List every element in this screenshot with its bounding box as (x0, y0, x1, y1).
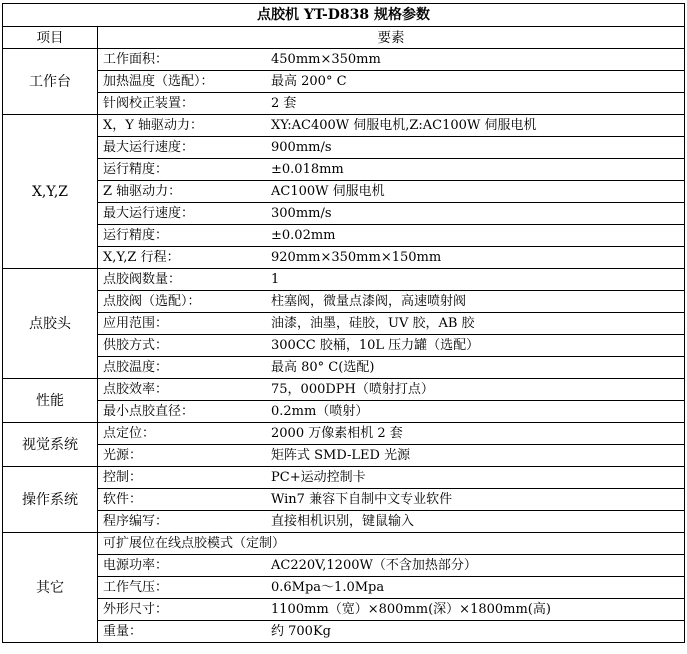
spec-value: 300CC 胶桶，10L 压力罐（选配） (271, 337, 480, 353)
table-row (3, 467, 685, 489)
spec-label: 应用范围： (103, 315, 169, 331)
spec-value: 450mm×350mm (271, 51, 381, 67)
spec-label: 控制： (103, 469, 143, 485)
table-row (3, 335, 685, 357)
spec-cell (98, 401, 685, 423)
spec-cell (98, 49, 685, 71)
header-elements: 要素 (98, 27, 685, 49)
spec-cell (98, 203, 685, 225)
spec-value: 0.6Mpa～1.0Mpa (271, 579, 385, 595)
spec-value: ±0.018mm (271, 161, 344, 177)
spec-label: 最大运行速度： (103, 205, 195, 221)
spec-value: AC100W 伺服电机 (271, 183, 385, 199)
spec-label: 针阀校正装置： (103, 95, 195, 111)
spec-label: X,Y,Z 行程： (103, 249, 180, 265)
table-row (3, 445, 685, 467)
spec-value: 0.2mm（喷射） (271, 403, 369, 419)
spec-cell (98, 181, 685, 203)
spec-cell (98, 247, 685, 269)
table-title: 点胶机 YT-D838 规格参数 (3, 4, 685, 27)
spec-value: 900mm/s (271, 139, 332, 155)
spec-label: 工作面积： (103, 51, 169, 67)
spec-value: 约 700Kg (271, 623, 331, 639)
spec-label: 工作气压： (103, 579, 169, 595)
spec-cell (98, 445, 685, 467)
table-row (3, 291, 685, 313)
spec-cell (98, 467, 685, 489)
category-cell: X,Y,Z (3, 115, 98, 269)
spec-value: 1 (271, 271, 280, 287)
spec-value: 油漆，油墨，硅胶，UV 胶，AB 胶 (271, 315, 475, 331)
spec-value: 柱塞阀，微量点漆阀，高速喷射阀 (271, 293, 467, 309)
spec-value: 2 套 (271, 95, 297, 111)
category-cell: 其它 (3, 533, 98, 643)
table-row (3, 137, 685, 159)
spec-cell (98, 335, 685, 357)
category-cell: 工作台 (3, 49, 98, 115)
spec-label: Z 轴驱动力： (103, 183, 182, 199)
table-row (3, 357, 685, 379)
spec-label: 点胶效率： (103, 381, 169, 397)
spec-value: 1100mm（宽）×800mm(深）×1800mm(高) (271, 601, 551, 617)
table-row (3, 115, 685, 137)
spec-label: 电源功率： (103, 557, 169, 573)
spec-table (2, 3, 685, 643)
spec-cell (98, 313, 685, 335)
spec-value: 920mm×350mm×150mm (271, 249, 442, 265)
table-row (3, 621, 685, 643)
spec-value: 75，000DPH（喷射打点） (271, 381, 434, 397)
spec-cell (98, 225, 685, 247)
spec-value: 2000 万像素相机 2 套 (271, 425, 403, 441)
table-row (3, 247, 685, 269)
table-row (3, 577, 685, 599)
table-row (3, 269, 685, 291)
spec-value: 最高 80° C(选配) (271, 359, 375, 375)
spec-cell (98, 511, 685, 533)
spec-cell (98, 137, 685, 159)
spec-label: 重量： (103, 623, 143, 639)
table-row (3, 533, 685, 555)
category-cell: 操作系统 (3, 467, 98, 533)
spec-label: 外形尺寸： (103, 601, 169, 617)
spec-value: ±0.02mm (271, 227, 336, 243)
spec-value: 最高 200° C (271, 73, 347, 89)
spec-value: AC220V,1200W（不含加热部分） (271, 557, 477, 573)
spec-value: 直接相机识别，键鼠输入 (271, 513, 415, 529)
spec-label: 点胶阀数量： (103, 271, 182, 287)
spec-cell (98, 357, 685, 379)
table-row (3, 555, 685, 577)
spec-cell (98, 71, 685, 93)
spec-value: 300mm/s (271, 205, 332, 221)
spec-value: PC+运动控制卡 (271, 469, 366, 485)
spec-label: 点胶阀（选配）： (103, 293, 201, 309)
spec-cell (98, 489, 685, 511)
spec-value: Win7 兼容下自制中文专业软件 (271, 491, 453, 507)
spec-cell (98, 621, 685, 643)
spec-label: 供胶方式： (103, 337, 169, 353)
spec-label: 运行精度： (103, 227, 169, 243)
table-row (3, 511, 685, 533)
spec-cell (98, 159, 685, 181)
spec-label: 点定位： (103, 425, 156, 441)
table-row (3, 181, 685, 203)
table-row (3, 423, 685, 445)
spec-label: 加热温度（选配）： (103, 73, 214, 89)
spec-label: 最大运行速度： (103, 139, 195, 155)
table-row (3, 93, 685, 115)
table-row (3, 599, 685, 621)
spec-cell (98, 555, 685, 577)
spec-value: 矩阵式 SMD-LED 光源 (271, 447, 411, 463)
table-row (3, 489, 685, 511)
table-row (3, 401, 685, 423)
spec-label: 软件： (103, 491, 143, 507)
spec-cell (98, 291, 685, 313)
table-row (3, 159, 685, 181)
table-row (3, 71, 685, 93)
spec-label: 最小点胶直径： (103, 403, 195, 419)
category-cell: 点胶头 (3, 269, 98, 379)
spec-cell (98, 115, 685, 137)
spec-cell (98, 269, 685, 291)
spec-label: 运行精度： (103, 161, 169, 177)
header-row (3, 27, 685, 49)
spec-cell (98, 533, 685, 555)
table-row (3, 313, 685, 335)
table-row (3, 379, 685, 401)
spec-cell (98, 599, 685, 621)
spec-label: 光源： (103, 447, 143, 463)
spec-label: X，Y 轴驱动力： (103, 117, 203, 133)
spec-cell (98, 93, 685, 115)
title-row (3, 4, 685, 27)
spec-cell (98, 379, 685, 401)
spec-cell (98, 423, 685, 445)
table-row (3, 225, 685, 247)
category-cell: 性能 (3, 379, 98, 423)
table-row (3, 49, 685, 71)
spec-label: 程序编写： (103, 513, 169, 529)
spec-label: 可扩展位在线点胶模式（定制） (103, 535, 286, 551)
spec-label: 点胶温度： (103, 359, 169, 375)
table-row (3, 203, 685, 225)
spec-cell (98, 577, 685, 599)
spec-value: XY:AC400W 伺服电机,Z:AC100W 伺服电机 (271, 117, 537, 133)
category-cell: 视觉系统 (3, 423, 98, 467)
header-item: 项目 (3, 27, 98, 49)
